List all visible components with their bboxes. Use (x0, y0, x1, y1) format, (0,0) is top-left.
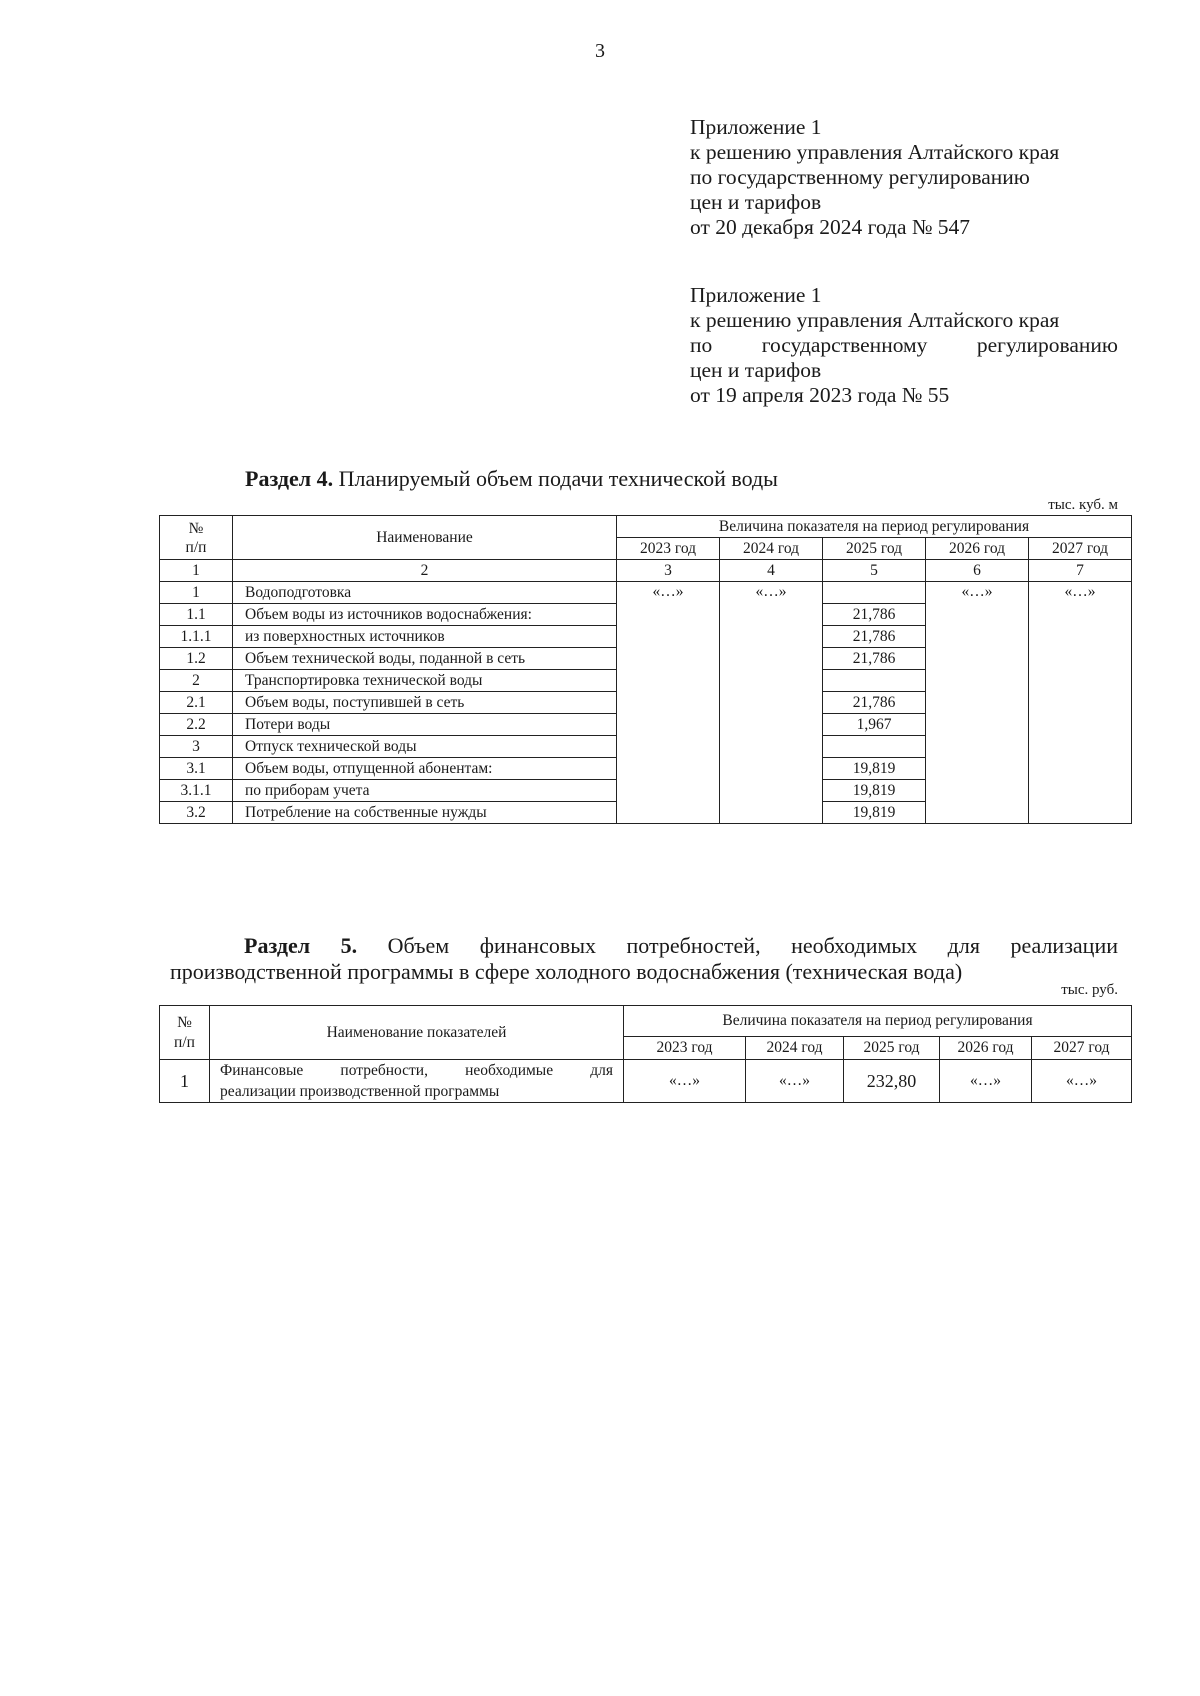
row-number: 1.1.1 (160, 626, 233, 648)
header-year: 2024 год (746, 1037, 844, 1060)
section4-title-text: Планируемый объем подачи технической воды (333, 466, 778, 491)
row-name-line: реализации производственной программы (220, 1083, 500, 1100)
section5-title-text: Объем финансовых потребностей, необходимых для реализации (357, 933, 1118, 958)
table-row (160, 1060, 1132, 1103)
section5-title-line2: производственной программы в сфере холодного водоснабжения (техническая вода) (170, 959, 963, 984)
header-year: 2023 год (624, 1037, 746, 1060)
value-2025: 21,786 (823, 692, 926, 714)
value-2025: 19,819 (823, 758, 926, 780)
appendix-header-new (690, 115, 1118, 240)
row-number: 3 (160, 736, 233, 758)
value-2023: «…» (617, 582, 720, 824)
header-year: 2025 год (823, 538, 926, 560)
table-row (160, 582, 1132, 604)
header-no: № п/п (160, 1006, 210, 1060)
value-2025 (823, 736, 926, 758)
appendix-line: цен и тарифов (690, 358, 822, 382)
row-number: 1 (160, 582, 233, 604)
section4-title-bold: Раздел 4. (245, 466, 334, 491)
value-2025: 1,967 (823, 714, 926, 736)
row-name: Отпуск технической воды (233, 736, 617, 758)
column-number: 4 (720, 560, 823, 582)
row-name: Объем воды, поступившей в сеть (233, 692, 617, 714)
section4-title (245, 466, 778, 492)
value-2025: 21,786 (823, 648, 926, 670)
row-name: Транспортировка технической воды (233, 670, 617, 692)
header-year: 2023 год (617, 538, 720, 560)
appendix-line: к решению управления Алтайского края (690, 140, 1060, 164)
technical-water-volume-table (159, 515, 1132, 824)
header-year: 2025 год (844, 1037, 940, 1060)
row-number: 3.1.1 (160, 780, 233, 802)
header-year: 2026 год (926, 538, 1029, 560)
value-2025 (823, 582, 926, 604)
row-number: 3.1 (160, 758, 233, 780)
row-number: 1 (160, 1060, 210, 1103)
value-2027: «…» (1032, 1060, 1132, 1103)
appendix-line: по государственному регулированию (690, 333, 1118, 357)
appendix-line: к решению управления Алтайского края (690, 308, 1060, 332)
row-name: Объем технической воды, поданной в сеть (233, 648, 617, 670)
header-period: Величина показателя на период регулирования (617, 516, 1132, 538)
header-no: № п/п (160, 516, 233, 560)
appendix-header-old (690, 283, 1118, 408)
section5-unit: тыс. руб. (1061, 982, 1118, 998)
row-number: 1.1 (160, 604, 233, 626)
appendix-line: Приложение 1 (690, 283, 822, 307)
row-number: 3.2 (160, 802, 233, 824)
appendix-line: от 19 апреля 2023 года № 55 (690, 383, 950, 407)
column-number: 7 (1029, 560, 1132, 582)
appendix-line: Приложение 1 (690, 115, 822, 139)
value-2024: «…» (720, 582, 823, 824)
row-name: Объем воды, отпущенной абонентам: (233, 758, 617, 780)
row-number: 2.2 (160, 714, 233, 736)
row-name (210, 1060, 624, 1103)
value-2025: 232,80 (844, 1060, 940, 1103)
header-name: Наименование показателей (210, 1006, 624, 1060)
value-2025 (823, 670, 926, 692)
value-2024: «…» (746, 1060, 844, 1103)
appendix-line: по государственному регулированию (690, 165, 1030, 189)
column-number: 3 (617, 560, 720, 582)
header-year: 2027 год (1029, 538, 1132, 560)
row-name: из поверхностных источников (233, 626, 617, 648)
appendix-line: от 20 декабря 2024 года № 547 (690, 215, 970, 239)
header-year: 2027 год (1032, 1037, 1132, 1060)
value-2025: 21,786 (823, 604, 926, 626)
column-number: 5 (823, 560, 926, 582)
value-2025: 19,819 (823, 780, 926, 802)
row-name: по приборам учета (233, 780, 617, 802)
row-name: Объем воды из источников водоснабжения: (233, 604, 617, 626)
page-number: 3 (595, 40, 605, 62)
value-2026: «…» (926, 582, 1029, 824)
appendix-line: цен и тарифов (690, 190, 822, 214)
section4-unit: тыс. куб. м (1048, 497, 1118, 513)
column-number: 2 (233, 560, 617, 582)
row-number: 1.2 (160, 648, 233, 670)
value-2023: «…» (624, 1060, 746, 1103)
financial-needs-table (159, 1005, 1132, 1103)
column-number: 1 (160, 560, 233, 582)
header-period: Величина показателя на период регулирования (624, 1006, 1132, 1037)
value-2025: 19,819 (823, 802, 926, 824)
value-2025: 21,786 (823, 626, 926, 648)
row-name: Потери воды (233, 714, 617, 736)
row-name: Потребление на собственные нужды (233, 802, 617, 824)
header-name: Наименование (233, 516, 617, 560)
value-2027: «…» (1029, 582, 1132, 824)
row-name-line: Финансовые потребности, необходимые для (220, 1062, 613, 1079)
row-number: 2 (160, 670, 233, 692)
section5-title-bold: Раздел 5. (244, 933, 358, 958)
row-name: Водоподготовка (233, 582, 617, 604)
row-number: 2.1 (160, 692, 233, 714)
value-2026: «…» (940, 1060, 1032, 1103)
section5-title (170, 933, 1118, 985)
column-number: 6 (926, 560, 1029, 582)
header-year: 2026 год (940, 1037, 1032, 1060)
header-year: 2024 год (720, 538, 823, 560)
